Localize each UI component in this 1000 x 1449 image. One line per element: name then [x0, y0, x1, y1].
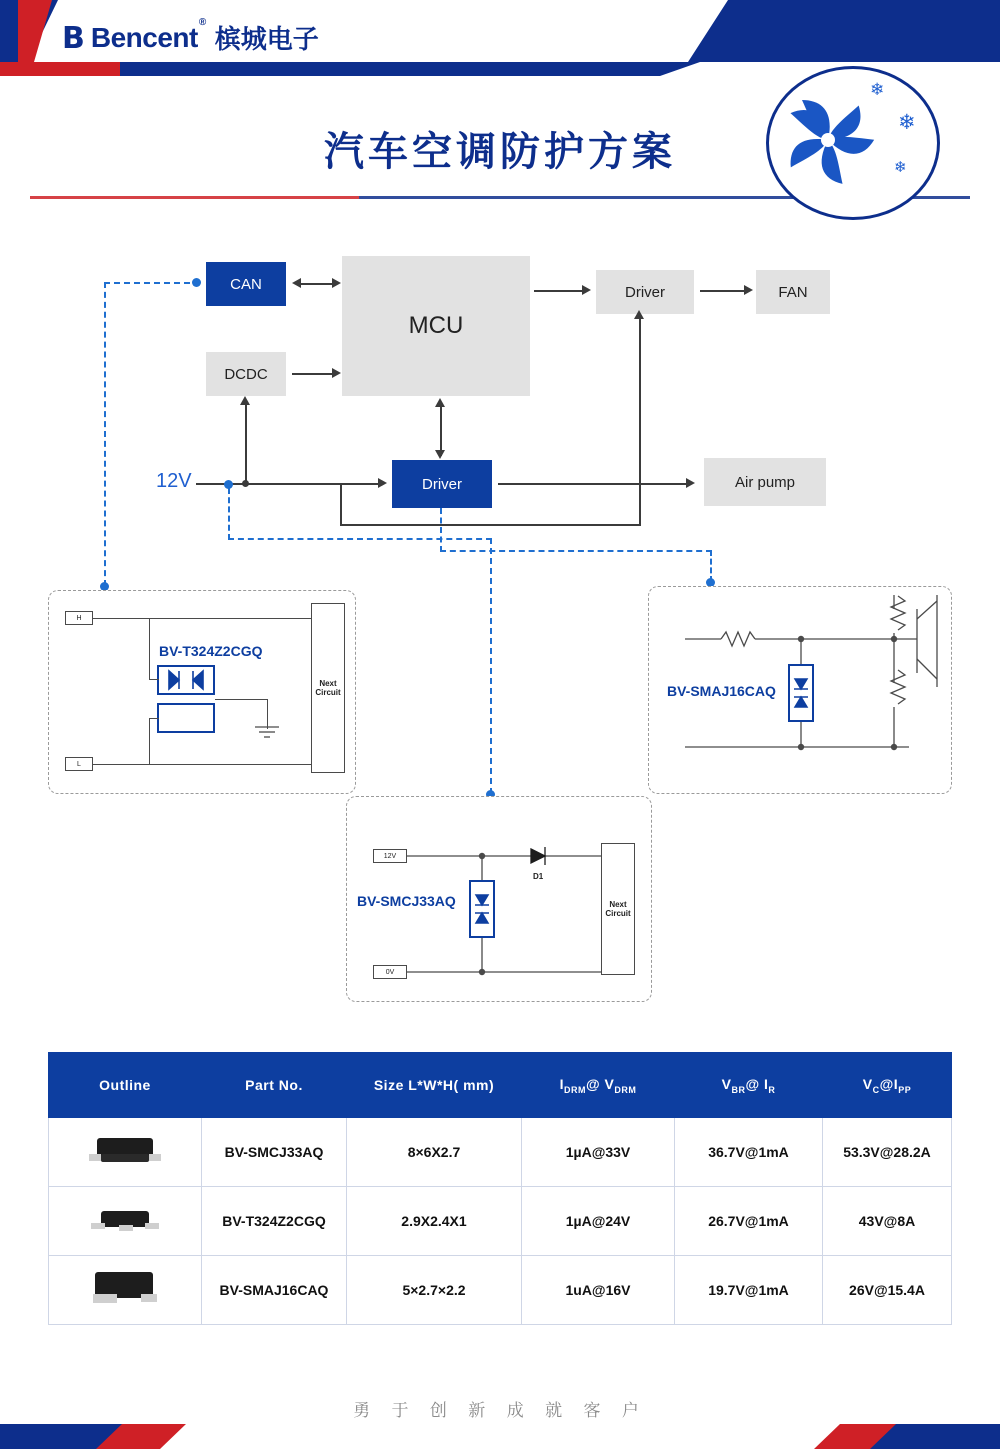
th-vc-sub: C	[872, 1084, 880, 1095]
wire-driver-top-fan	[700, 290, 748, 292]
arrow-can-to-mcu	[332, 278, 341, 288]
footer-bar	[0, 1424, 1000, 1449]
cell-size: 8×6X2.7	[347, 1118, 522, 1187]
fan-badge	[766, 66, 936, 216]
arrow-mcu-to-driver-top	[582, 285, 591, 295]
smd-package-smaj-icon	[79, 1268, 171, 1312]
pin-0v: 0V	[373, 965, 407, 979]
page-title-text: 汽车空调防护方案	[324, 129, 676, 175]
block-fan	[756, 270, 830, 314]
dash-right-h	[440, 550, 712, 552]
th-ipp-sub: PP	[898, 1084, 912, 1095]
block-mcu-label: MCU	[408, 312, 464, 339]
dash-12v-h	[228, 538, 492, 540]
table-row	[49, 1256, 952, 1325]
dash-12v-v2	[490, 538, 492, 794]
wire-feedback-left-v	[340, 483, 342, 525]
pin-l: L	[65, 757, 93, 771]
footer-slogan: 勇 于 创 新 成 就 客 户	[353, 1401, 647, 1421]
brand-name-cn: 槟城电子	[214, 24, 319, 54]
cell-vc: 26V@15.4A	[823, 1256, 952, 1325]
subcircuit-bottom	[346, 796, 652, 1002]
table-row	[49, 1118, 952, 1187]
wire-mcu-driver-mid	[440, 402, 442, 456]
logo-mark-icon: B	[62, 21, 85, 56]
cell-size: 2.9X2.4X1	[347, 1187, 522, 1256]
wire-tap-top	[149, 679, 159, 680]
cell-part-no: BV-T324Z2CGQ	[202, 1187, 347, 1256]
block-fan-label: FAN	[778, 283, 808, 301]
cell-idrm: 1µA@24V	[522, 1187, 675, 1256]
wire-dcdc-mcu	[292, 373, 336, 375]
th-vdrm-sub: DRM	[614, 1084, 637, 1095]
block-can	[206, 262, 286, 306]
th-outline: Outline	[49, 1053, 202, 1118]
arrow-feedback-to-driver-top	[634, 310, 644, 319]
wire-feedback-right-v	[639, 316, 641, 526]
cell-vbr: 19.7V@1mA	[675, 1256, 823, 1325]
dash-can-v	[104, 282, 106, 586]
block-air-pump	[704, 458, 826, 506]
th-vbr-sub: BR	[731, 1084, 746, 1095]
wire-mid-out	[215, 699, 267, 700]
cell-size: 5×2.7×2.2	[347, 1256, 522, 1325]
right-circuit-schematic	[649, 587, 953, 795]
part-label-t324z2cgq: BV-T324Z2CGQ	[159, 643, 263, 659]
next-circuit-left	[311, 603, 345, 773]
cell-part-no: BV-SMAJ16CAQ	[202, 1256, 347, 1325]
wire-tap-bottom	[149, 718, 159, 719]
th-vc-main: V	[862, 1075, 873, 1092]
registered-mark: ®	[198, 16, 206, 28]
pin-12v: 12V	[373, 849, 407, 863]
parameters-table	[48, 1052, 952, 1325]
cell-vbr: 36.7V@1mA	[675, 1118, 823, 1187]
th-idrm-main: I	[559, 1075, 564, 1092]
part-label-smcj33aq: BV-SMCJ33AQ	[357, 893, 456, 909]
block-driver-top-label: Driver	[625, 283, 665, 301]
arrow-driver-top-to-fan	[744, 285, 753, 295]
dash-right-v1	[440, 508, 442, 552]
wire-feedback-h	[340, 524, 640, 526]
part-label-smaj16caq: BV-SMAJ16CAQ	[667, 683, 776, 699]
th-vc-ipp	[823, 1053, 952, 1118]
arrow-12v-to-dcdc	[240, 396, 250, 405]
arrow-dcdc-to-mcu	[332, 368, 341, 378]
brand-name-en-text: Bencent	[90, 22, 198, 53]
dash-12v-v1	[228, 488, 230, 540]
block-driver-top	[596, 270, 694, 314]
block-dcdc	[206, 352, 286, 396]
cell-outline	[49, 1118, 202, 1187]
block-driver-mid	[392, 460, 492, 508]
svg-text:D1: D1	[533, 872, 544, 881]
block-dcdc-label: DCDC	[224, 365, 268, 383]
snowflake-icon-3: ❄	[894, 159, 907, 176]
cell-vc: 53.3V@28.2A	[823, 1118, 952, 1187]
fan-icon	[766, 66, 934, 214]
dash-dot-12v	[224, 480, 233, 489]
pin-h: H	[65, 611, 93, 625]
header-red-stripe	[0, 62, 120, 76]
snowflake-icon-2: ❄	[898, 111, 916, 134]
wire-l-line	[93, 764, 311, 765]
smd-package-smc-icon	[79, 1130, 171, 1174]
th-vbr-mid: @ I	[745, 1075, 769, 1092]
th-part-no: Part No.	[202, 1053, 347, 1118]
cell-outline	[49, 1256, 202, 1325]
arrow-12v-to-driver-mid	[378, 478, 387, 488]
next-circuit-bottom-label: Next Circuit	[605, 899, 631, 918]
smd-package-sot-icon	[79, 1199, 171, 1243]
block-can-label: CAN	[230, 275, 262, 293]
th-size: Size L*W*H( mm)	[347, 1053, 522, 1118]
cell-idrm: 1uA@16V	[522, 1256, 675, 1325]
wire-mcu-driver-top	[534, 290, 586, 292]
cell-vc: 43V@8A	[823, 1187, 952, 1256]
th-idrm-sub: DRM	[564, 1084, 586, 1095]
junction-dot-12v	[242, 480, 249, 487]
next-circuit-left-label: Next Circuit	[315, 678, 341, 697]
wire-l-up	[149, 718, 150, 765]
wire-h-line	[93, 618, 311, 619]
th-idrm-mid: @ V	[586, 1075, 615, 1092]
cell-part-no: BV-SMCJ33AQ	[202, 1118, 347, 1187]
block-mcu	[342, 256, 530, 396]
wire-12v-to-dcdc	[245, 402, 247, 484]
block-diagram	[0, 230, 1000, 1030]
cell-outline	[49, 1187, 202, 1256]
subcircuit-right	[648, 586, 952, 794]
table-header-row	[49, 1053, 952, 1118]
cell-vbr: 26.7V@1mA	[675, 1187, 823, 1256]
brand-name-en	[90, 16, 206, 53]
th-ir-sub: R	[768, 1084, 776, 1095]
snowflake-icon-1: ❄	[870, 80, 885, 99]
th-vc-mid: @I	[879, 1075, 899, 1092]
arrow-driver-mid-to-airpump	[686, 478, 695, 488]
th-vbr-ir	[675, 1053, 823, 1118]
wire-h-down	[149, 618, 150, 680]
th-vbr-main: V	[721, 1075, 732, 1092]
arrow-mcu-to-driver-mid	[435, 450, 445, 459]
dash-dot-can	[192, 278, 201, 287]
arrow-driver-mid-to-mcu	[435, 398, 445, 407]
wire-driver-mid-airpump	[498, 483, 690, 485]
bottom-circuit-schematic	[347, 797, 653, 1003]
block-air-pump-label: Air pump	[734, 473, 796, 491]
brand-logo	[62, 16, 319, 56]
supply-label-12v: 12V	[156, 470, 192, 492]
th-idrm-vdrm	[522, 1053, 675, 1118]
table-row	[49, 1187, 952, 1256]
ground-icon	[255, 725, 281, 741]
arrow-mcu-to-can	[292, 278, 301, 288]
wire-can-mcu	[296, 283, 334, 285]
block-driver-mid-label: Driver	[422, 475, 462, 493]
dash-can-h	[104, 282, 200, 284]
cell-idrm: 1µA@33V	[522, 1118, 675, 1187]
subcircuit-left	[48, 590, 356, 794]
tvs-diode-symbols	[157, 665, 215, 733]
